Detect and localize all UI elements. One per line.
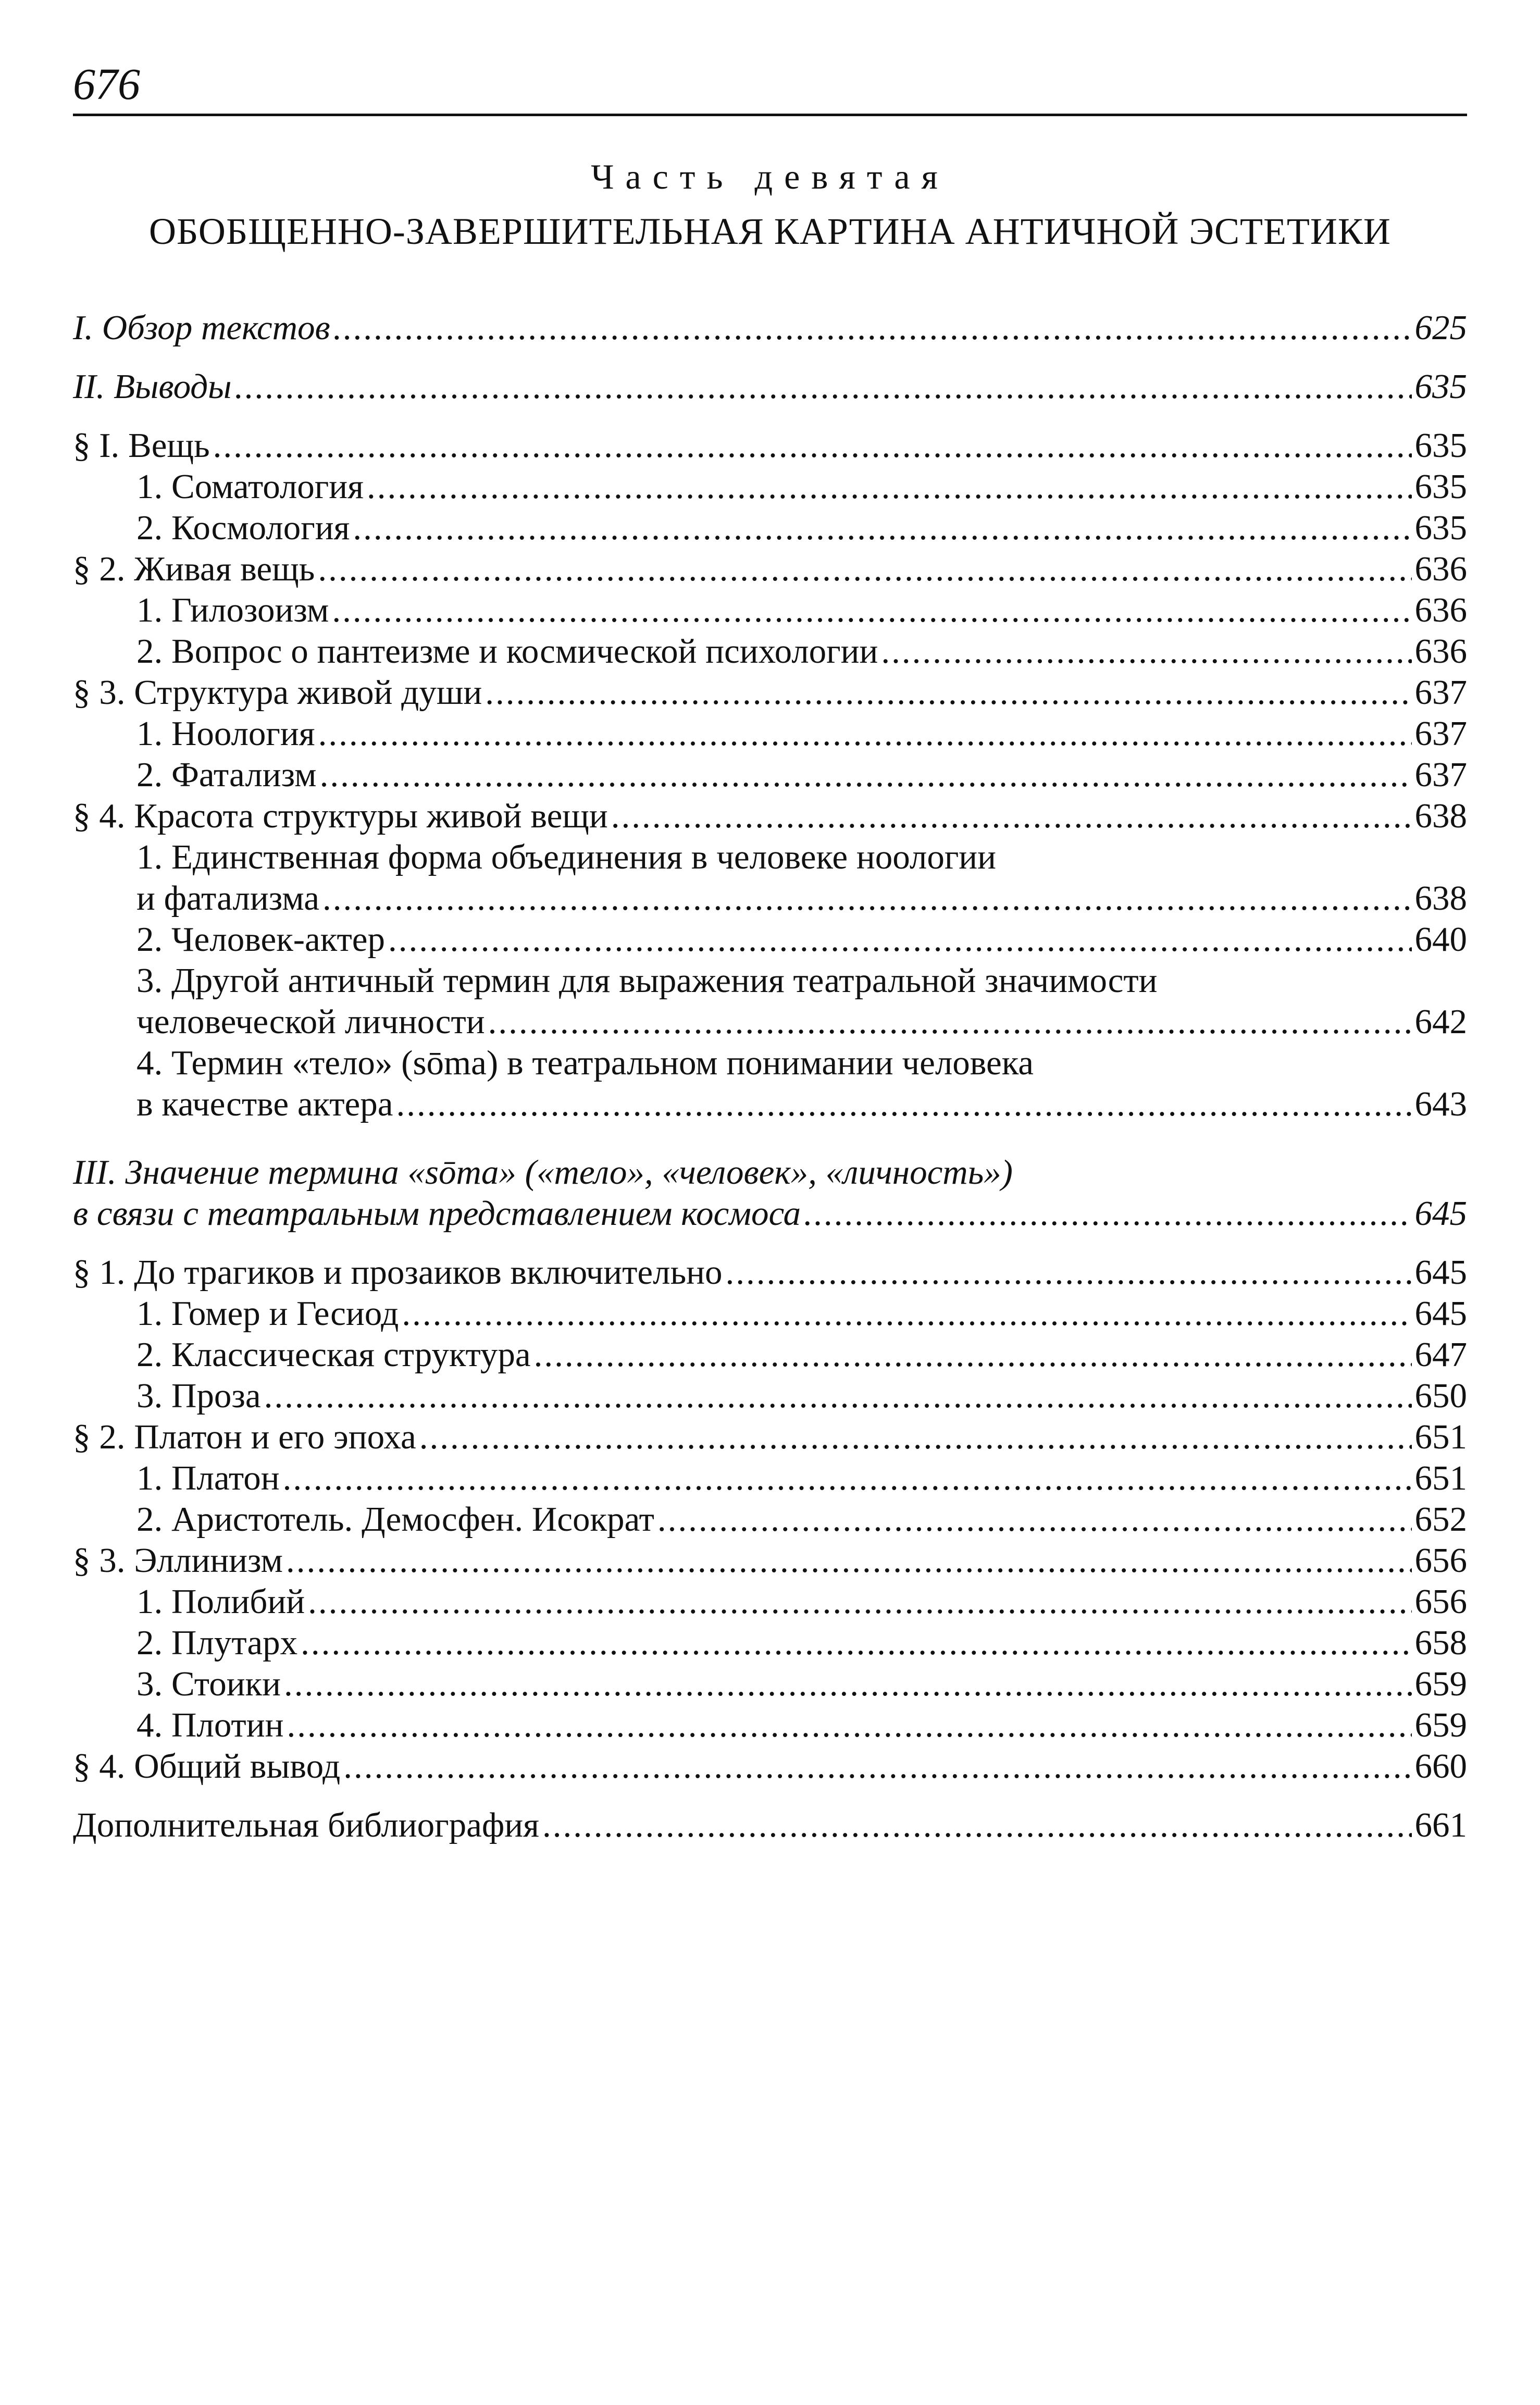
dot-leader bbox=[318, 713, 1412, 754]
toc-entry-page: 635 bbox=[1414, 367, 1467, 406]
toc-entry-t3[interactable] bbox=[73, 1540, 1467, 1581]
dot-leader bbox=[402, 1293, 1411, 1334]
dot-leader bbox=[343, 1746, 1411, 1787]
dot-leader bbox=[726, 1252, 1412, 1293]
dot-leader bbox=[396, 1084, 1412, 1125]
dot-leader bbox=[308, 1581, 1411, 1622]
toc-entry-page: 659 bbox=[1414, 1665, 1467, 1703]
toc-entry-title: и фатализма bbox=[136, 879, 319, 918]
toc-entry-title: 1. Соматология bbox=[136, 467, 364, 506]
toc-entry-s4[interactable] bbox=[73, 796, 1467, 837]
dot-leader bbox=[301, 1622, 1411, 1664]
toc-entry-title: 2. Вопрос о пантеизме и космической психологии bbox=[136, 632, 878, 671]
toc-entry-title: 3. Проза bbox=[136, 1377, 261, 1415]
toc-entry-t3-4[interactable] bbox=[73, 1705, 1467, 1746]
dot-leader bbox=[332, 590, 1411, 631]
dot-leader bbox=[485, 672, 1411, 713]
header-rule bbox=[73, 114, 1467, 116]
toc-entry-t1-2[interactable] bbox=[73, 1334, 1467, 1375]
toc-entry-page: 638 bbox=[1414, 879, 1467, 918]
toc-entry-t3-2[interactable] bbox=[73, 1622, 1467, 1664]
toc-entry-title: 1. Гомер и Гесиод bbox=[136, 1294, 399, 1333]
dot-leader bbox=[320, 754, 1412, 796]
toc-entry-t3-1[interactable] bbox=[73, 1581, 1467, 1622]
toc-entry-s1-2[interactable] bbox=[73, 507, 1467, 549]
toc-entry-page: 637 bbox=[1414, 673, 1467, 712]
toc-entry-page: 656 bbox=[1414, 1582, 1467, 1621]
toc-entry-t2[interactable] bbox=[73, 1417, 1467, 1458]
dot-leader bbox=[488, 1001, 1412, 1043]
toc-entry-title: § 2. Живая вещь bbox=[73, 550, 315, 588]
toc-entry-title: в качестве актера bbox=[136, 1085, 393, 1123]
toc-entry-s4-1[interactable] bbox=[73, 878, 1467, 919]
toc-entry-page: 636 bbox=[1414, 632, 1467, 671]
toc-entry-s4-4-line1: 4. Термин «тело» (sōma) в театральном понимании человека bbox=[136, 1044, 1034, 1082]
table-of-contents bbox=[73, 307, 1467, 1846]
toc-entry-t4[interactable] bbox=[73, 1746, 1467, 1787]
dot-leader bbox=[264, 1375, 1412, 1417]
toc-entry-title: § 3. Структура живой души bbox=[73, 673, 482, 712]
toc-entry-title: 2. Классическая структура bbox=[136, 1335, 531, 1374]
toc-entry-title: 1. Гилозоизм bbox=[136, 591, 329, 629]
toc-entry-title: 2. Аристотель. Демосфен. Исократ bbox=[136, 1500, 654, 1539]
dot-leader bbox=[542, 1805, 1412, 1846]
toc-entry-title: § 4. Красота структуры живой вещи bbox=[73, 797, 608, 835]
toc-entry-s2-2[interactable] bbox=[73, 631, 1467, 672]
toc-entry-page: 636 bbox=[1414, 591, 1467, 629]
dot-leader bbox=[657, 1499, 1412, 1540]
part-label: Часть девятая bbox=[591, 157, 949, 196]
toc-entry-page: 645 bbox=[1414, 1294, 1467, 1333]
dot-leader bbox=[333, 307, 1412, 349]
toc-entry-title: 1. Полибий bbox=[136, 1582, 305, 1621]
dot-leader bbox=[353, 507, 1411, 549]
toc-entry-t3-3[interactable] bbox=[73, 1664, 1467, 1705]
dot-leader bbox=[388, 919, 1412, 960]
toc-entry-title: 4. Плотин bbox=[136, 1706, 284, 1744]
toc-entry-bibliography[interactable] bbox=[73, 1805, 1467, 1846]
dot-leader bbox=[322, 878, 1412, 919]
toc-entry-s2-1[interactable] bbox=[73, 590, 1467, 631]
toc-entry-page: 637 bbox=[1414, 755, 1467, 794]
toc-entry-title: 1. Платон bbox=[136, 1459, 280, 1497]
dot-leader bbox=[286, 1540, 1412, 1581]
toc-entry-title: II. Выводы bbox=[73, 367, 232, 406]
toc-entry-page: 625 bbox=[1414, 308, 1467, 347]
toc-entry-page: 660 bbox=[1414, 1747, 1467, 1786]
toc-entry-page: 635 bbox=[1414, 509, 1467, 547]
toc-entry-page: 651 bbox=[1414, 1459, 1467, 1497]
toc-entry-page: 642 bbox=[1414, 1002, 1467, 1041]
dot-leader bbox=[367, 466, 1412, 507]
toc-entry-title: 1. Ноология bbox=[136, 714, 315, 753]
dot-leader bbox=[534, 1334, 1412, 1375]
toc-entry-t1-3[interactable] bbox=[73, 1375, 1467, 1417]
toc-entry-s1[interactable] bbox=[73, 425, 1467, 466]
toc-entry-title: 2. Космология bbox=[136, 509, 350, 547]
dot-leader bbox=[881, 631, 1411, 672]
toc-entry-conclusions[interactable] bbox=[73, 366, 1467, 407]
dot-leader bbox=[287, 1705, 1411, 1746]
toc-entry-title: § 2. Платон и его эпоха bbox=[73, 1418, 416, 1456]
dot-leader bbox=[213, 425, 1412, 466]
toc-entry-page: 661 bbox=[1414, 1806, 1467, 1844]
dot-leader bbox=[419, 1417, 1412, 1458]
toc-entry-s4-1-line1: 1. Единственная форма объединения в человеке ноологии bbox=[136, 838, 997, 876]
toc-entry-title: 3. Стоики bbox=[136, 1665, 281, 1703]
toc-entry-page: 658 bbox=[1414, 1623, 1467, 1662]
page-number: 676 bbox=[73, 59, 140, 109]
toc-entry-title: § 4. Общий вывод bbox=[73, 1747, 341, 1786]
toc-entry-page: 651 bbox=[1414, 1418, 1467, 1456]
toc-entry-s4-3[interactable] bbox=[73, 1001, 1467, 1043]
toc-entry-s4-2[interactable] bbox=[73, 919, 1467, 960]
toc-entry-page: 659 bbox=[1414, 1706, 1467, 1744]
toc-entry-s4-4[interactable] bbox=[73, 1084, 1467, 1125]
toc-entry-title: 2. Плутарх bbox=[136, 1623, 298, 1662]
dot-leader bbox=[611, 796, 1412, 837]
toc-entry-page: 636 bbox=[1414, 550, 1467, 588]
toc-entry-t2-2[interactable] bbox=[73, 1499, 1467, 1540]
toc-entry-t1-1[interactable] bbox=[73, 1293, 1467, 1334]
toc-entry-page: 652 bbox=[1414, 1500, 1467, 1539]
toc-entry-s3-2[interactable] bbox=[73, 754, 1467, 796]
toc-entry-title: § 3. Эллинизм bbox=[73, 1541, 283, 1580]
toc-entry-page: 640 bbox=[1414, 920, 1467, 959]
toc-entry-title: 2. Фатализм bbox=[136, 755, 317, 794]
toc-entry-page: 645 bbox=[1414, 1253, 1467, 1292]
toc-entry-s2[interactable] bbox=[73, 549, 1467, 590]
toc-entry-soma[interactable] bbox=[73, 1193, 1467, 1234]
dot-leader bbox=[318, 549, 1411, 590]
toc-entry-page: 635 bbox=[1414, 426, 1467, 465]
toc-entry-page: 647 bbox=[1414, 1335, 1467, 1374]
toc-entry-page: 650 bbox=[1414, 1377, 1467, 1415]
toc-entry-s1-1[interactable] bbox=[73, 466, 1467, 507]
toc-entry-soma-line1: III. Значение термина «sōma» («тело», «человек», «личность») bbox=[73, 1153, 1013, 1192]
toc-entry-page: 656 bbox=[1414, 1541, 1467, 1580]
dot-leader bbox=[283, 1458, 1412, 1499]
toc-entry-title: § 1. До трагиков и прозаиков включительно bbox=[73, 1253, 723, 1292]
toc-entry-page: 643 bbox=[1414, 1085, 1467, 1123]
toc-entry-t1[interactable] bbox=[73, 1252, 1467, 1293]
toc-entry-title: I. Обзор текстов bbox=[73, 308, 330, 347]
toc-entry-title: § I. Вещь bbox=[73, 426, 210, 465]
part-title: ОБОБЩЕННО-ЗАВЕРШИТЕЛЬНАЯ КАРТИНА АНТИЧНОЙ ЭСТЕТИКИ bbox=[149, 210, 1391, 252]
toc-entry-s3[interactable] bbox=[73, 672, 1467, 713]
dot-leader bbox=[235, 366, 1412, 407]
toc-entry-title: Дополнительная библиография bbox=[73, 1806, 539, 1844]
toc-entry-title: 2. Человек-актер bbox=[136, 920, 385, 959]
toc-entry-review[interactable] bbox=[73, 307, 1467, 349]
toc-entry-s4-3-line1: 3. Другой античный термин для выражения театральной значимости bbox=[136, 961, 1158, 1000]
toc-entry-page: 637 bbox=[1414, 714, 1467, 753]
dot-leader bbox=[284, 1664, 1412, 1705]
toc-entry-title: человеческой личности bbox=[136, 1002, 485, 1041]
toc-entry-s3-1[interactable] bbox=[73, 713, 1467, 754]
toc-entry-page: 638 bbox=[1414, 797, 1467, 835]
toc-entry-page: 635 bbox=[1414, 467, 1467, 506]
dot-leader bbox=[804, 1193, 1412, 1234]
toc-entry-page: 645 bbox=[1414, 1194, 1467, 1233]
toc-entry-title: в связи с театральным представлением космоса bbox=[73, 1194, 801, 1233]
toc-entry-t2-1[interactable] bbox=[73, 1458, 1467, 1499]
